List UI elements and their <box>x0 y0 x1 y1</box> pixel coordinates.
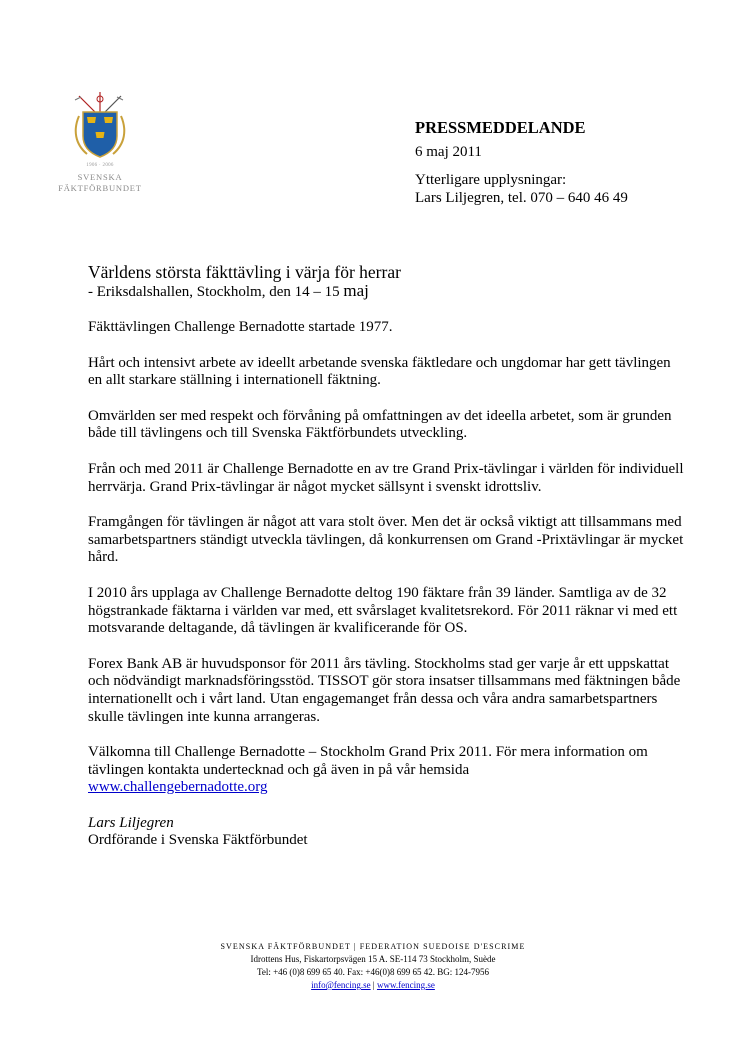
signature-name: Lars Liljegren <box>88 814 174 831</box>
page-footer <box>0 940 746 992</box>
footer-org-line: SVENSKA FÄKTFÖRBUNDET | FEDERATION SUEDOISE D'ESCRIME <box>220 942 526 951</box>
release-date: 6 maj 2011 <box>415 144 482 160</box>
subheadline-last-word: maj <box>343 281 369 300</box>
contact-person: Lars Liljegren, tel. 070 – 640 46 49 <box>415 190 628 206</box>
paragraph-5: Framgången för tävlingen är något att vara stolt över. Men det är också viktigt att tillsammans med samarbetspartners ständigt utveckla tävlingen, då konkurrensen om Grand -Prixtävlingar är mycket hård. <box>88 514 684 566</box>
logo-year: 1906 · 2006 <box>86 163 114 168</box>
paragraph-6: I 2010 års upplaga av Challenge Bernadotte deltog 190 fäktare från 39 länder. Samtliga av de 32 högstrankade fäktarna i världen var med, ett svårslaget kvalitetsrekord. För 2011 räknar vi med ett motsvarande deltagande, då tävlingen är kvalificerande för OS. <box>88 584 678 637</box>
federation-logo <box>52 92 148 193</box>
closing-paragraph <box>88 744 688 797</box>
fencing-shield-emblem <box>65 92 135 160</box>
contact-label: Ytterligare upplysningar: <box>415 172 567 188</box>
footer-link-separator: | <box>370 980 377 990</box>
article-headline: Världens största fäkttävling i värja för herrar <box>88 262 401 282</box>
paragraph-4: Från och med 2011 är Challenge Bernadotte en av tre Grand Prix-tävlingar i världen för individuell herrvärja. Grand Prix-tävlingar är något mycket sällsynt i svenskt idrottsliv. <box>88 460 684 495</box>
footer-phone: Tel: +46 (0)8 699 65 40. Fax: +46(0)8 699 65 42. BG: 124-7956 <box>256 967 489 977</box>
signature-title: Ordförande i Svenska Fäktförbundet <box>88 832 308 849</box>
logo-org-line1: SVENSKA <box>77 172 123 182</box>
paragraph-2: Hårt och intensivt arbete av ideellt arbetande svenska fäktledare och ungdomar har gett tävlingen en allt starkare ställning i internationell fäktning. <box>88 354 671 389</box>
website-link[interactable]: www.challengebernadotte.org <box>88 779 268 796</box>
logo-org-line2: FÄKTFÖRBUNDET <box>58 183 142 193</box>
article-body <box>88 262 688 850</box>
press-release-title: PRESSMEDDELANDE <box>415 118 586 137</box>
subheadline-text: - Eriksdalshallen, Stockholm, den 14 – 15 <box>88 284 340 300</box>
footer-web-link[interactable]: www.fencing.se <box>376 980 435 990</box>
paragraph-7: Forex Bank AB är huvudsponsor för 2011 års tävling. Stockholms stad ger varje år ett uppskattat och nödvändigt marknadsföringsstöd. TISSOT gör stora insatser tillsammans med fäktningen både internationellt och i vårt land. Utan engagemanget från dessa och våra andra samarbetspartners skulle tävlingen inte kunna arrangeras. <box>88 655 681 725</box>
press-header <box>415 119 628 207</box>
footer-links <box>0 979 746 992</box>
paragraph-3: Omvärlden ser med respekt och förvåning på omfattningen av det ideella arbetet, som är grunden både till tävlingens och till Svenska Fäktförbundets utveckling. <box>88 407 672 442</box>
closing-text: Välkomna till Challenge Bernadotte – Stockholm Grand Prix 2011. För mera information om tävlingen kontakta undertecknad och gå även in på vår hemsida <box>88 744 648 778</box>
article-subheadline <box>88 282 688 301</box>
footer-address: Idrottens Hus, Fiskartorpsvägen 15 A. SE-114 73 Stockholm, Suède <box>250 954 496 964</box>
footer-email-link[interactable]: info@fencing.se <box>311 980 371 990</box>
paragraph-1: Fäkttävlingen Challenge Bernadotte startade 1977. <box>88 319 393 335</box>
